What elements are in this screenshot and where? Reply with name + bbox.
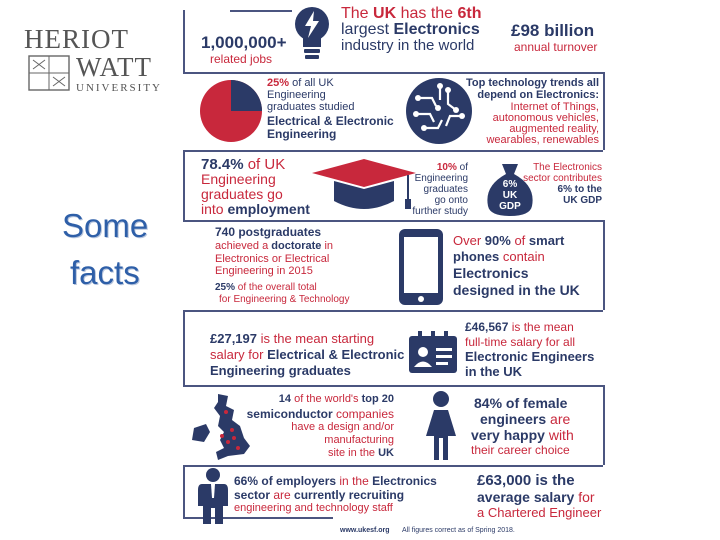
semi-line-2: semiconductor companies (246, 407, 394, 421)
phone-line-2: phones contain (453, 249, 545, 264)
logo-line-2: WATT (76, 52, 152, 82)
gdp-line-4: UK GDP (563, 195, 602, 206)
study-line-5: further study (412, 206, 468, 217)
employer-line-1: 66% of employers in the Electronics (234, 474, 437, 488)
businessman-icon (196, 468, 230, 526)
employer-line-3: engineering and technology staff (234, 502, 393, 514)
trends-line-3: Internet of Things, (510, 101, 599, 113)
employ-line-3: graduates go (201, 186, 283, 202)
ceng-line-2: average salary for (477, 489, 595, 505)
eng-pct-line-4: Electrical & Electronic (267, 114, 394, 128)
eng-pct-line-2: Engineering (267, 89, 326, 101)
female-line-2: engineers are (480, 411, 571, 427)
semi-line-1: 14 of the world's top 20 (278, 393, 394, 405)
id-card-icon (408, 330, 458, 374)
crest-icon (28, 55, 70, 91)
footer-url: www.ukesf.org (340, 527, 390, 534)
side-title-line-1: Some (62, 207, 149, 244)
study-line-3: graduates (423, 184, 468, 195)
start-salary-line-2: salary for Electrical & Electronic (210, 347, 405, 362)
eng-pct-line-1: 25% of all UK (267, 77, 334, 89)
eng-pct-line-5: Engineering (267, 127, 337, 141)
trends-line-6: wearables, renewables (486, 134, 599, 146)
ft-salary-line-2: full-time salary for all (465, 335, 576, 349)
ft-salary-line-4: in the UK (465, 364, 523, 379)
gdp-line-1: The Electronics (533, 162, 602, 173)
phone-line-3: Electronics (453, 265, 529, 281)
side-title-line-2: facts (70, 254, 140, 291)
turnover-value: £98 billion (511, 21, 595, 40)
ceng-line-3: a Chartered Engineer (477, 505, 602, 520)
headline-line-2: largest Electronics (341, 21, 480, 38)
trends-line-1: Top technology trends all (465, 77, 599, 89)
semi-line-3: have a design and/or (291, 421, 394, 433)
female-line-3: very happy with (471, 427, 574, 443)
gdp-badge-3: GDP (499, 201, 521, 212)
start-salary-line-1: £27,197 is the mean starting (210, 331, 375, 346)
pg-line-3: Electronics or Electrical (215, 253, 330, 265)
pg-line-2: achieved a doctorate in (215, 240, 334, 252)
logo-line-3: UNIVERSITY (76, 82, 162, 94)
gdp-line-2: sector contributes (523, 173, 602, 184)
gdp-money-bag (484, 160, 536, 218)
phone-line-1: Over 90% of smart (453, 233, 565, 248)
graduation-cap-icon (308, 155, 420, 221)
phone-line-4: designed in the UK (453, 282, 580, 298)
study-line-1: 10% of (436, 162, 468, 173)
trends-line-5: augmented reality, (509, 123, 599, 135)
circuit-brain-icon (404, 76, 474, 146)
pie-chart-icon (198, 78, 264, 144)
eng-pct-line-3: graduates studied (267, 101, 355, 113)
employer-line-2: sector are currently recruiting (234, 488, 405, 502)
female-engineer-icon (424, 390, 458, 462)
turnover-text: annual turnover (514, 40, 598, 54)
semi-line-5: site in the UK (327, 447, 394, 459)
jobs-text: related jobs (210, 52, 273, 66)
pg-line-5: 25% of the overall total (215, 282, 317, 293)
headline-line-1: The UK has the 6th (341, 5, 482, 22)
footer-note: All figures correct as of Spring 2018. (402, 527, 515, 534)
female-line-4: their career choice (471, 443, 570, 457)
ceng-line-1: £63,000 is the (477, 472, 575, 489)
study-line-2: Engineering (414, 173, 468, 184)
headline-line-3: industry in the world (341, 37, 475, 54)
start-salary-line-3: Engineering graduates (210, 363, 351, 378)
pg-line-6: for Engineering & Technology (219, 294, 350, 305)
ft-salary-line-3: Electronic Engineers (465, 349, 595, 364)
trends-line-4: autonomous vehicles, (492, 112, 599, 124)
gdp-badge-1: 6% (502, 179, 518, 190)
pg-line-4: Engineering in 2015 (215, 265, 313, 277)
employ-line-1: 78.4% of UK (201, 156, 286, 173)
jobs-number: 1,000,000+ (201, 33, 287, 52)
trends-line-2: depend on Electronics: (477, 89, 599, 101)
gdp-line-3: 6% to the (557, 184, 602, 195)
pg-line-1: 740 postgraduates (215, 225, 322, 239)
female-line-1: 84% of female (474, 395, 568, 411)
employ-line-2: Engineering (201, 171, 276, 187)
heriot-watt-logo (24, 24, 162, 94)
gdp-badge-2: UK (502, 190, 518, 201)
ft-salary-line-1: £46,567 is the mean (465, 320, 574, 334)
semi-line-4: manufacturing (324, 434, 394, 446)
uk-map-icon (188, 392, 254, 462)
smartphone-icon (398, 228, 444, 306)
employ-line-4: into employment (201, 201, 310, 217)
logo-line-1: HERIOT (24, 24, 129, 54)
lightning-bulb-icon (292, 5, 332, 63)
study-line-4: go onto (434, 195, 468, 206)
